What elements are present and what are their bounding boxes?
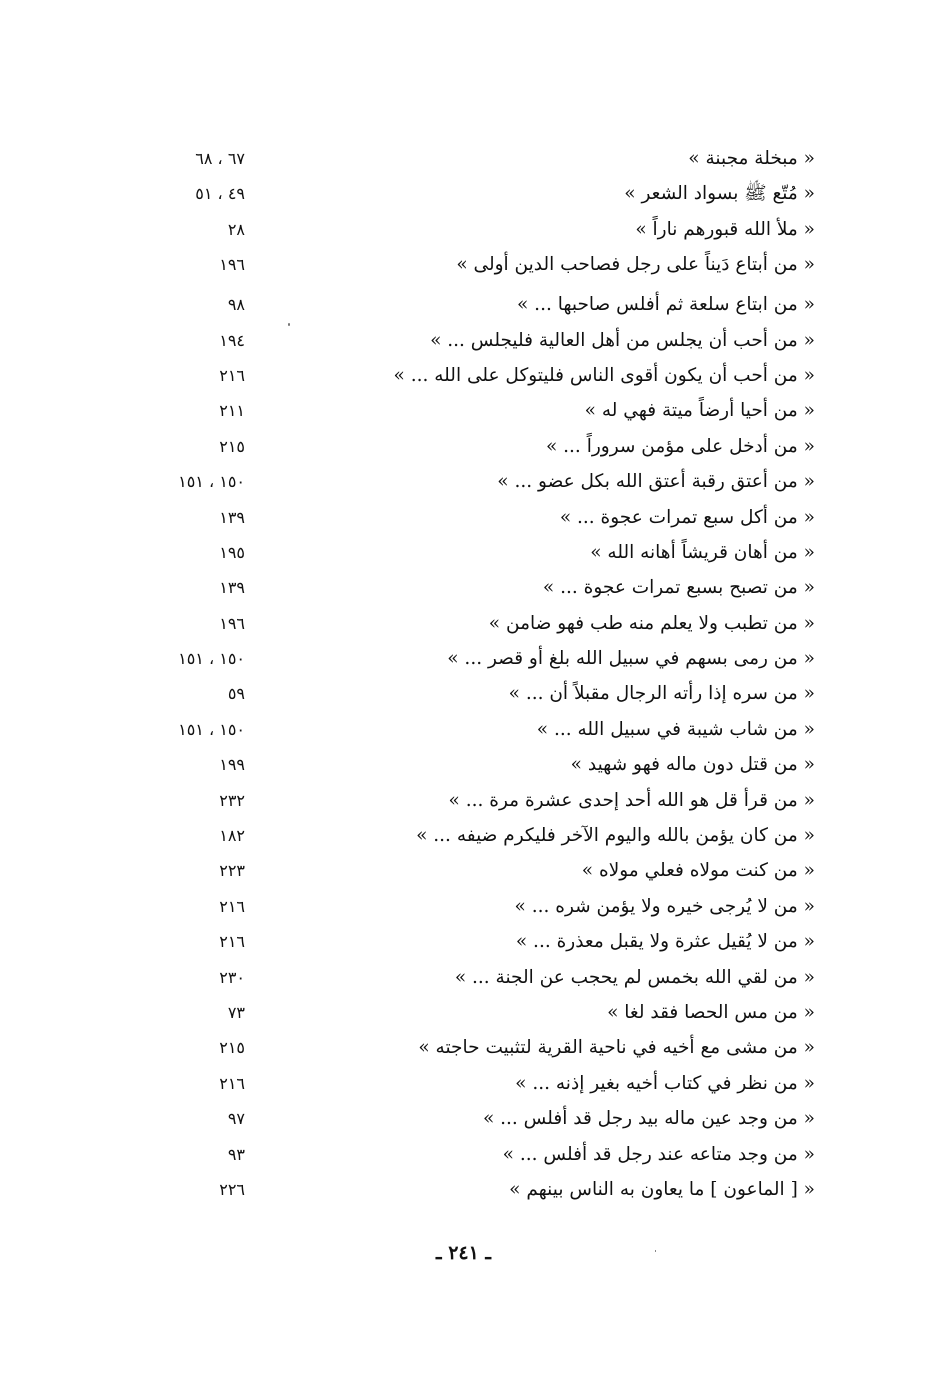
index-entry-pages: ٢١٦ [219,896,245,916]
index-row [150,748,815,783]
index-row [150,1173,815,1208]
scan-speck [288,323,290,326]
index-row [150,1102,815,1137]
index-entry-text: « من لا يُقيل عثرة ولا يقبل معذرة ... » [515,931,815,953]
index-entry-text: « من أحب أن يكون أقوى الناس فليتوكل على الله ... » [393,364,815,386]
index-entry-pages: ١٥٠ ، ١٥١ [178,719,245,739]
index-row [150,996,815,1031]
index-entry-text: « من قتل دون ماله فهو شهيد » [570,754,815,776]
index-row [150,925,815,960]
index-entry-text: « مُتّع ﷺ بسواد الشعر » [624,183,815,205]
index-entry-text: « ملأ الله قبورهم ناراً » [635,218,815,240]
index-entry-text: « من أكل سبع تمرات عجوة ... » [559,506,815,528]
index-entry-pages: ٥٩ [227,684,245,704]
index-entry-pages: ٧٣ [227,1002,245,1022]
index-entry-text: « من أبتاع دَيناً على رجل فصاحب الدين أولى » [456,254,815,276]
index-entry-text: « من أحب أن يجلس من أهل العالية فليجلس ... » [430,329,815,351]
index-row [150,607,815,642]
index-entry-pages: ١٩٦ [219,255,245,275]
index-row [150,642,815,677]
index-entry-text: « من سره إذا رأته الرجال مقبلاً أن ... » [508,683,815,705]
index-entry-text: « من تصبح بسبع تمرات عجوة ... » [542,577,815,599]
index-entry-pages: ١٩٦ [219,613,245,633]
index-entry-text: « من مس الحصا فقد لغا » [607,1001,815,1023]
index-entry-text: « من ابتاع سلعة ثم أفلس صاحبها ... » [516,294,815,316]
index-entry-text: « من مشى مع أخيه في ناحية القرية لتثبيت حاجته » [418,1037,815,1059]
index-entry-pages: ١٩٩ [219,755,245,775]
index-entry-pages: ٢٢٣ [219,861,245,881]
scan-speck [655,1250,656,1252]
index-row [150,1138,815,1173]
index-row [150,536,815,571]
index-entry-pages: ٢٣٠ [219,967,245,987]
index-entry-pages: ١٣٩ [219,578,245,598]
index-entry-text: « [ الماعون ] ما يعاون به الناس بينهم » [509,1178,815,1200]
index-row [150,465,815,500]
index-row [150,819,815,854]
index-entry-pages: ٢١٦ [219,1073,245,1093]
index-row [150,324,815,359]
index-row [150,961,815,996]
hadith-index-list [150,142,815,1208]
index-entry-text: « من قرأ قل هو الله أحد إحدى عشرة مرة ... » [448,789,815,811]
index-entry-text: « من أعتق رقبة أعتق الله بكل عضو ... » [497,471,815,493]
index-row [150,177,815,212]
index-entry-text: « من كنت مولاه فعلي مولاه » [581,860,815,882]
index-entry-text: « مبخلة مجبنة » [688,148,815,169]
index-entry-pages: ٢٣٢ [219,790,245,810]
index-entry-pages: ٢١٥ [219,436,245,456]
index-entry-pages: ٦٧ ، ٦٨ [195,149,245,168]
index-entry-pages: ٢٢٦ [219,1179,245,1199]
index-entry-pages: ٩٣ [227,1144,245,1164]
index-entry-text: « من وجد عين ماله بيد رجل قد أفلس ... » [482,1108,815,1130]
index-entry-text: « من شاب شيبة في سبيل الله ... » [536,718,815,740]
index-row [150,501,815,536]
index-entry-pages: ١٨٢ [219,826,245,846]
index-row [150,394,815,429]
index-row [150,430,815,465]
index-entry-pages: ٢٨ [227,219,245,239]
index-entry-pages: ٤٩ ، ٥١ [195,184,245,204]
index-entry-pages: ٢١٦ [219,932,245,952]
index-entry-pages: ٢١١ [219,401,245,421]
index-entry-text: « من أحيا أرضاً ميتة فهي له » [584,400,815,422]
index-row [150,890,815,925]
index-row [150,142,815,177]
index-row [150,713,815,748]
index-row [150,784,815,819]
page-number: ـ ٢٤١ ـ [436,1242,491,1264]
index-row [150,677,815,712]
index-entry-text: « من رمى بسهم في سبيل الله بلغ أو قصر ... » [447,648,815,670]
index-entry-pages: ٩٨ [227,295,245,315]
index-row [150,359,815,394]
index-row [150,571,815,606]
index-entry-pages: ١٩٤ [219,330,245,350]
index-entry-text: « من أدخل على مؤمن سروراً ... » [545,435,815,457]
index-entry-text: « من نظر في كتاب أخيه بغير إذنه ... » [515,1072,815,1094]
index-entry-pages: ٢١٦ [219,365,245,385]
index-entry-text: « من لقي الله بخمس لم يحجب عن الجنة ... » [454,966,815,988]
index-row [150,1067,815,1102]
index-entry-pages: ١٣٩ [219,507,245,527]
index-entry-text: « من أهان قريشاً أهانه الله » [590,541,815,563]
index-entry-text: « من وجد متاعه عند رجل قد أفلس ... » [502,1143,815,1165]
index-row [150,288,815,323]
index-row [150,213,815,248]
index-entry-text: « من كان يؤمن بالله واليوم الآخر فليكرم ضيفه ... » [416,825,815,847]
index-entry-text: « من تطبب ولا يعلم منه طب فهو ضامن » [488,612,815,634]
index-row [150,854,815,889]
index-entry-pages: ١٥٠ ، ١٥١ [178,472,245,492]
index-entry-pages: ٢١٥ [219,1038,245,1058]
index-entry-pages: ١٩٥ [219,542,245,562]
index-entry-pages: ٩٧ [227,1109,245,1129]
index-row [150,1031,815,1066]
index-entry-text: « من لا يُرجى خيره ولا يؤمن شره ... » [514,895,815,917]
index-row [150,248,815,288]
index-entry-pages: ١٥٠ ، ١٥١ [178,649,245,669]
